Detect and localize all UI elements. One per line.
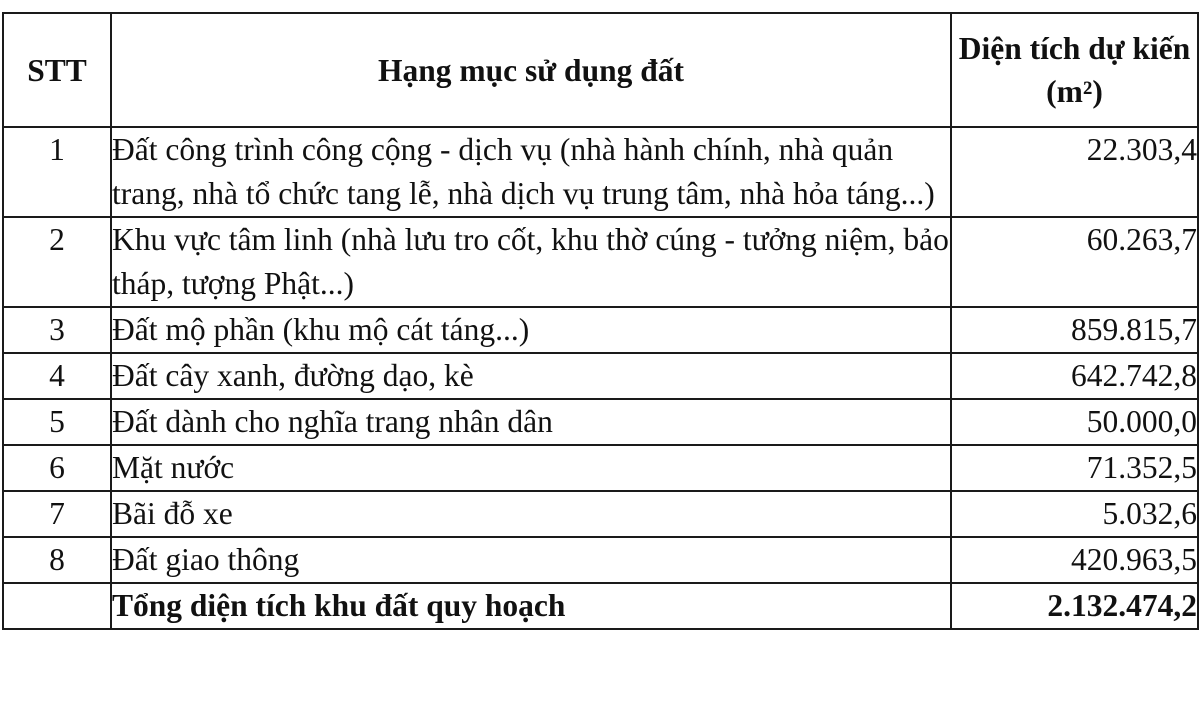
row-area: 859.815,7 [951, 307, 1198, 353]
land-use-table [2, 12, 1199, 630]
row-area: 420.963,5 [951, 537, 1198, 583]
row-category: Đất mộ phần (khu mộ cát táng...) [111, 307, 951, 353]
row-stt: 7 [3, 491, 111, 537]
row-stt: 2 [3, 217, 111, 307]
table-header [3, 13, 1198, 127]
row-area: 71.352,5 [951, 445, 1198, 491]
row-category: Đất dành cho nghĩa trang nhân dân [111, 399, 951, 445]
row-stt: 1 [3, 127, 111, 217]
row-stt: 4 [3, 353, 111, 399]
row-stt: 3 [3, 307, 111, 353]
table-row [3, 353, 1198, 399]
total-area: 2.132.474,2 [951, 583, 1198, 629]
header-row [3, 13, 1198, 127]
table-row [3, 307, 1198, 353]
row-area: 642.742,8 [951, 353, 1198, 399]
row-stt: 8 [3, 537, 111, 583]
header-area: Diện tích dự kiến (m²) [951, 13, 1198, 127]
row-stt: 6 [3, 445, 111, 491]
row-area: 22.303,4 [951, 127, 1198, 217]
total-row [3, 583, 1198, 629]
row-category: Đất công trình công cộng - dịch vụ (nhà hành chính, nhà quản trang, nhà tổ chức tang lễ, nhà dịch vụ trung tâm, nhà hỏa táng...) [111, 127, 951, 217]
total-label: Tổng diện tích khu đất quy hoạch [111, 583, 951, 629]
total-stt-cell [3, 583, 111, 629]
table-body [3, 127, 1198, 629]
header-category: Hạng mục sử dụng đất [111, 13, 951, 127]
table-row [3, 399, 1198, 445]
row-area: 5.032,6 [951, 491, 1198, 537]
table-row [3, 445, 1198, 491]
table-row [3, 537, 1198, 583]
table-row [3, 217, 1198, 307]
row-category: Đất giao thông [111, 537, 951, 583]
row-area: 50.000,0 [951, 399, 1198, 445]
row-category: Khu vực tâm linh (nhà lưu tro cốt, khu thờ cúng - tưởng niệm, bảo tháp, tượng Phật...) [111, 217, 951, 307]
row-area: 60.263,7 [951, 217, 1198, 307]
row-category: Đất cây xanh, đường dạo, kè [111, 353, 951, 399]
row-stt: 5 [3, 399, 111, 445]
table-row [3, 491, 1198, 537]
table-row [3, 127, 1198, 217]
header-stt: STT [3, 13, 111, 127]
row-category: Mặt nước [111, 445, 951, 491]
row-category: Bãi đỗ xe [111, 491, 951, 537]
